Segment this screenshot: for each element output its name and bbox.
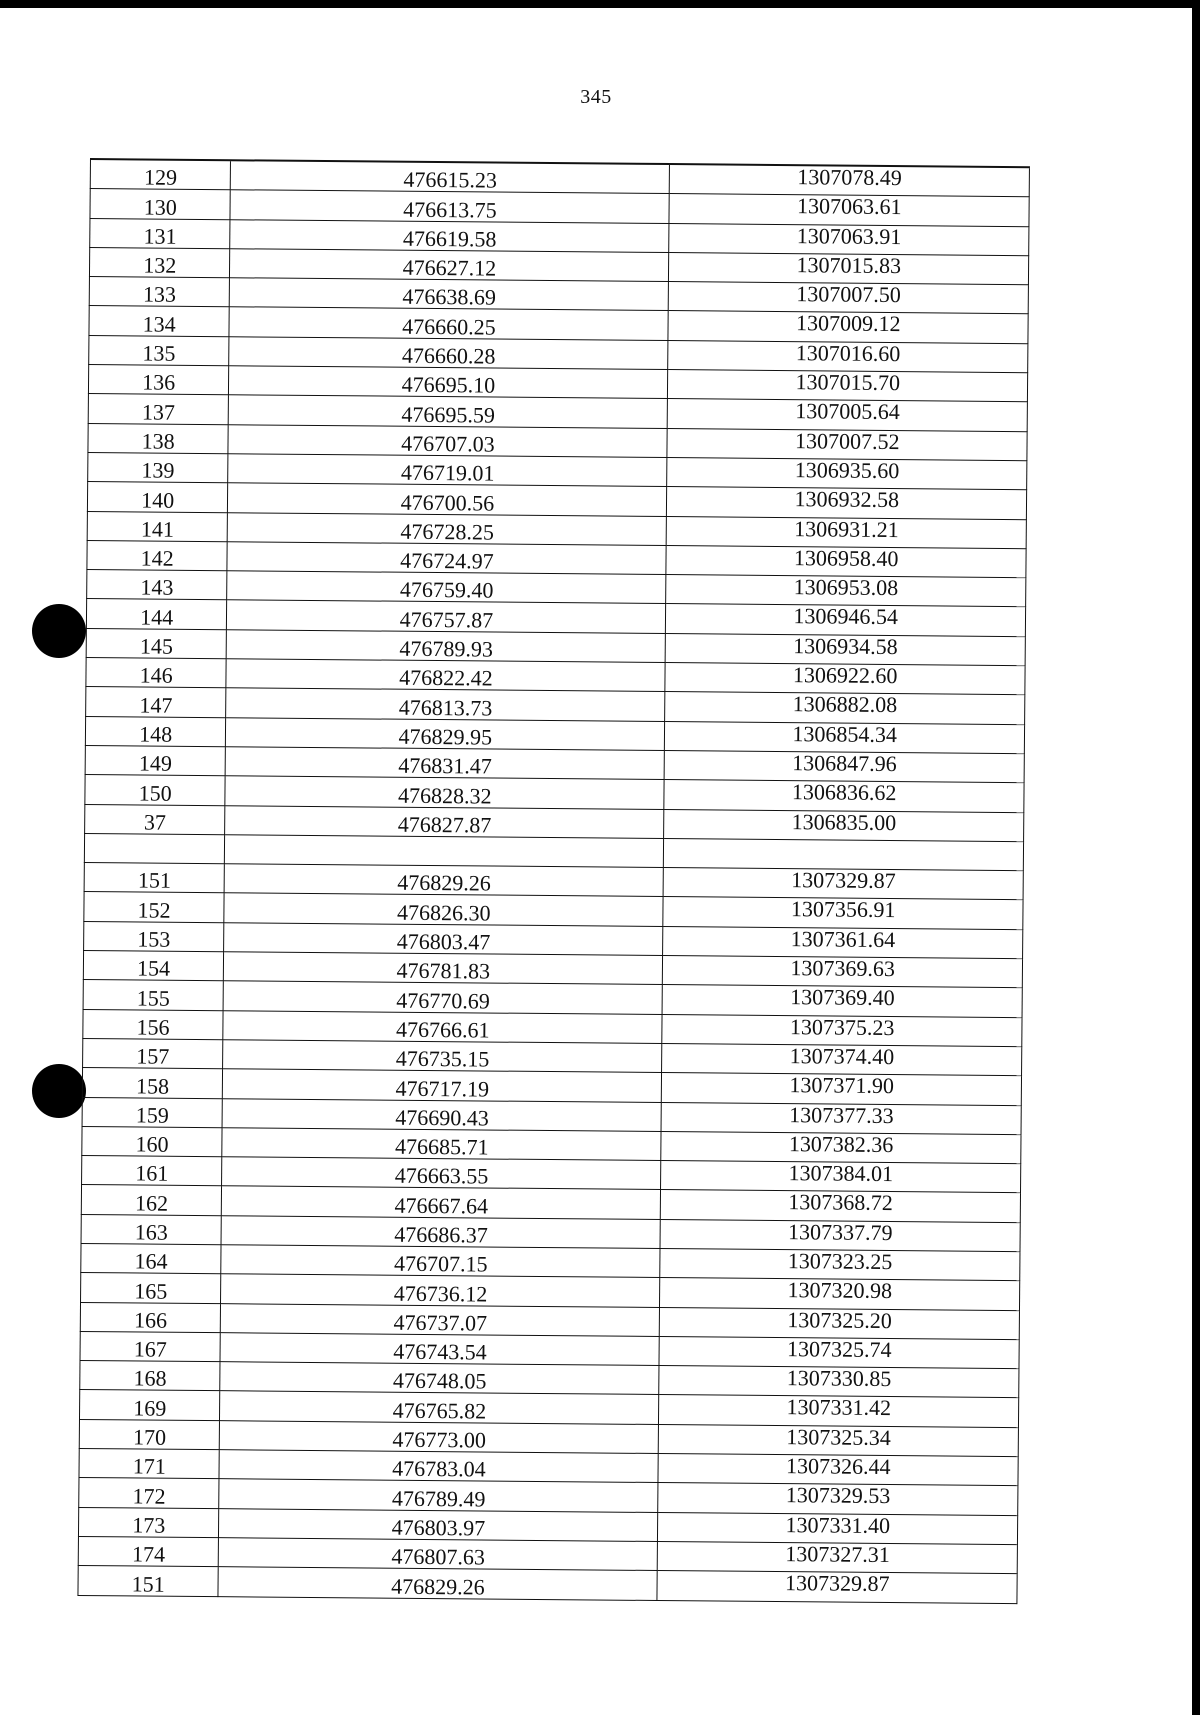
northing-cell: 1307007.50 <box>669 282 1029 314</box>
point-number-cell: 150 <box>85 775 226 806</box>
northing-cell: 1307375.23 <box>662 1014 1022 1046</box>
easting-cell: 476770.69 <box>223 981 662 1014</box>
northing-cell: 1306946.54 <box>666 604 1026 636</box>
point-number-cell: 135 <box>89 335 230 366</box>
point-number-cell: 174 <box>78 1536 219 1567</box>
document-page <box>0 8 1192 1715</box>
easting-cell: 476827.87 <box>225 805 664 838</box>
easting-cell: 476757.87 <box>227 600 666 633</box>
point-number-cell <box>84 833 225 864</box>
point-number-cell: 137 <box>88 394 229 425</box>
point-number-cell: 134 <box>89 306 230 337</box>
point-number-cell: 140 <box>87 482 228 513</box>
easting-cell: 476619.58 <box>230 219 669 252</box>
northing-cell: 1307356.91 <box>663 897 1023 929</box>
easting-cell: 476707.03 <box>228 424 667 457</box>
easting-cell: 476807.63 <box>219 1538 658 1571</box>
point-number-cell: 136 <box>88 365 229 396</box>
northing-cell: 1306835.00 <box>664 809 1024 841</box>
easting-cell: 476690.43 <box>222 1098 661 1131</box>
easting-cell: 476748.05 <box>220 1362 659 1395</box>
easting-cell: 476773.00 <box>220 1420 659 1453</box>
point-number-cell: 167 <box>80 1331 221 1362</box>
point-number-cell: 141 <box>87 511 228 542</box>
point-number-cell: 163 <box>81 1214 222 1245</box>
easting-cell <box>225 835 664 868</box>
northing-cell: 1307007.52 <box>667 428 1027 460</box>
northing-cell: 1306931.21 <box>667 516 1027 548</box>
easting-cell: 476663.55 <box>222 1157 661 1190</box>
page-number: 345 <box>580 86 612 108</box>
easting-cell: 476615.23 <box>231 160 670 194</box>
point-number-cell: 143 <box>87 570 228 601</box>
easting-cell: 476789.49 <box>219 1479 658 1512</box>
point-number-cell: 170 <box>79 1419 220 1450</box>
easting-cell: 476813.73 <box>226 688 665 721</box>
easting-cell: 476736.12 <box>221 1274 660 1307</box>
northing-cell: 1307329.53 <box>658 1483 1018 1515</box>
northing-cell: 1307374.40 <box>662 1043 1022 1075</box>
point-number-cell: 171 <box>79 1449 220 1480</box>
easting-cell: 476686.37 <box>221 1215 660 1248</box>
northing-cell: 1306836.62 <box>664 780 1024 812</box>
easting-cell: 476822.42 <box>226 659 665 692</box>
northing-cell: 1307325.20 <box>660 1307 1020 1339</box>
northing-cell: 1307337.79 <box>660 1219 1020 1251</box>
point-number-cell: 162 <box>81 1185 222 1216</box>
easting-cell: 476828.32 <box>225 776 664 809</box>
northing-cell: 1307016.60 <box>668 340 1028 372</box>
easting-cell: 476743.54 <box>220 1333 659 1366</box>
northing-cell: 1307078.49 <box>670 164 1030 197</box>
northing-cell: 1307015.70 <box>668 370 1028 402</box>
point-number-cell: 139 <box>88 452 229 483</box>
easting-cell: 476826.30 <box>224 893 663 926</box>
point-number-cell: 154 <box>83 950 224 981</box>
easting-cell: 476660.28 <box>229 337 668 370</box>
easting-cell: 476829.26 <box>224 864 663 897</box>
easting-cell: 476719.01 <box>228 454 667 487</box>
easting-cell: 476700.56 <box>228 483 667 516</box>
easting-cell: 476831.47 <box>226 747 665 780</box>
easting-cell: 476717.19 <box>223 1069 662 1102</box>
northing-cell: 1307382.36 <box>661 1131 1021 1163</box>
easting-cell: 476829.26 <box>218 1567 657 1600</box>
northing-cell: 1306922.60 <box>665 663 1025 695</box>
easting-cell: 476724.97 <box>227 542 666 575</box>
northing-cell: 1307331.42 <box>659 1395 1019 1427</box>
point-number-cell: 151 <box>84 863 225 894</box>
northing-cell: 1306847.96 <box>665 750 1025 782</box>
point-number-cell: 153 <box>84 921 225 952</box>
easting-cell: 476685.71 <box>222 1127 661 1160</box>
point-number-cell: 138 <box>88 423 229 454</box>
point-number-cell: 129 <box>90 159 231 190</box>
northing-cell: 1307009.12 <box>668 311 1028 343</box>
easting-cell: 476803.97 <box>219 1508 658 1541</box>
coordinates-table-body <box>78 159 1029 1603</box>
point-number-cell: 152 <box>84 892 225 923</box>
table-row <box>78 1566 1017 1603</box>
easting-cell: 476627.12 <box>230 249 669 282</box>
northing-cell: 1306935.60 <box>667 458 1027 490</box>
northing-cell: 1307325.74 <box>659 1336 1019 1368</box>
point-number-cell: 173 <box>78 1507 219 1538</box>
easting-cell: 476638.69 <box>230 278 669 311</box>
point-number-cell: 133 <box>89 277 230 308</box>
northing-cell: 1307005.64 <box>668 399 1028 431</box>
northing-cell: 1307369.63 <box>663 956 1023 988</box>
easting-cell: 476759.40 <box>227 571 666 604</box>
point-number-cell: 144 <box>86 599 227 630</box>
point-number-cell: 161 <box>82 1156 223 1187</box>
point-number-cell: 160 <box>82 1126 223 1157</box>
point-number-cell: 155 <box>83 980 224 1011</box>
easting-cell: 476803.47 <box>224 922 663 955</box>
easting-cell: 476695.10 <box>229 366 668 399</box>
easting-cell: 476695.59 <box>229 395 668 428</box>
point-number-cell: 131 <box>90 218 231 249</box>
northing-cell: 1307327.31 <box>658 1541 1018 1573</box>
easting-cell: 476737.07 <box>221 1303 660 1336</box>
easting-cell: 476765.82 <box>220 1391 659 1424</box>
easting-cell: 476829.95 <box>226 717 665 750</box>
point-number-cell: 146 <box>86 658 227 689</box>
northing-cell: 1307326.44 <box>658 1454 1018 1486</box>
point-number-cell: 164 <box>81 1243 222 1274</box>
northing-cell: 1306953.08 <box>666 575 1026 607</box>
point-number-cell: 168 <box>80 1361 221 1392</box>
punch-hole-top <box>32 604 86 658</box>
northing-cell: 1306882.08 <box>665 692 1025 724</box>
point-number-cell: 148 <box>85 716 226 747</box>
point-number-cell: 169 <box>79 1390 220 1421</box>
point-number-cell: 37 <box>85 804 226 835</box>
easting-cell: 476660.25 <box>229 307 668 340</box>
easting-cell: 476789.93 <box>227 629 666 662</box>
northing-cell: 1307361.64 <box>663 926 1023 958</box>
easting-cell: 476781.83 <box>224 952 663 985</box>
northing-cell: 1307384.01 <box>661 1161 1021 1193</box>
northing-cell: 1307320.98 <box>660 1278 1020 1310</box>
point-number-cell: 149 <box>85 745 226 776</box>
northing-cell: 1306958.40 <box>666 545 1026 577</box>
northing-cell: 1307331.40 <box>658 1512 1018 1544</box>
coordinates-table <box>77 158 1030 1604</box>
punch-hole-bottom <box>32 1064 86 1118</box>
easting-cell: 476613.75 <box>230 190 669 223</box>
point-number-cell: 151 <box>78 1566 219 1597</box>
northing-cell: 1307369.40 <box>662 985 1022 1017</box>
northing-cell: 1306932.58 <box>667 487 1027 519</box>
point-number-cell: 142 <box>87 540 228 571</box>
northing-cell: 1307368.72 <box>661 1190 1021 1222</box>
point-number-cell: 166 <box>80 1302 221 1333</box>
easting-cell: 476783.04 <box>219 1450 658 1483</box>
northing-cell: 1307325.34 <box>659 1424 1019 1456</box>
northing-cell: 1307323.25 <box>660 1249 1020 1281</box>
easting-cell: 476707.15 <box>221 1245 660 1278</box>
northing-cell: 1307329.87 <box>657 1571 1017 1603</box>
point-number-cell: 158 <box>82 1068 223 1099</box>
point-number-cell: 147 <box>86 687 227 718</box>
northing-cell <box>664 838 1024 870</box>
northing-cell: 1307377.33 <box>661 1102 1021 1134</box>
point-number-cell: 172 <box>79 1478 220 1509</box>
point-number-cell: 145 <box>86 628 227 659</box>
easting-cell: 476667.64 <box>222 1186 661 1219</box>
northing-cell: 1306854.34 <box>665 721 1025 753</box>
northing-cell: 1307330.85 <box>659 1366 1019 1398</box>
point-number-cell: 157 <box>83 1038 224 1069</box>
point-number-cell: 132 <box>89 247 230 278</box>
northing-cell: 1307329.87 <box>663 868 1023 900</box>
easting-cell: 476728.25 <box>228 512 667 545</box>
northing-cell: 1307371.90 <box>662 1073 1022 1105</box>
point-number-cell: 156 <box>83 1009 224 1040</box>
point-number-cell: 130 <box>90 189 231 220</box>
point-number-cell: 159 <box>82 1097 223 1128</box>
northing-cell: 1306934.58 <box>666 633 1026 665</box>
easting-cell: 476735.15 <box>223 1040 662 1073</box>
point-number-cell: 165 <box>81 1273 222 1304</box>
northing-cell: 1307063.91 <box>669 223 1029 255</box>
northing-cell: 1307063.61 <box>669 194 1029 226</box>
northing-cell: 1307015.83 <box>669 252 1029 284</box>
easting-cell: 476766.61 <box>223 1010 662 1043</box>
